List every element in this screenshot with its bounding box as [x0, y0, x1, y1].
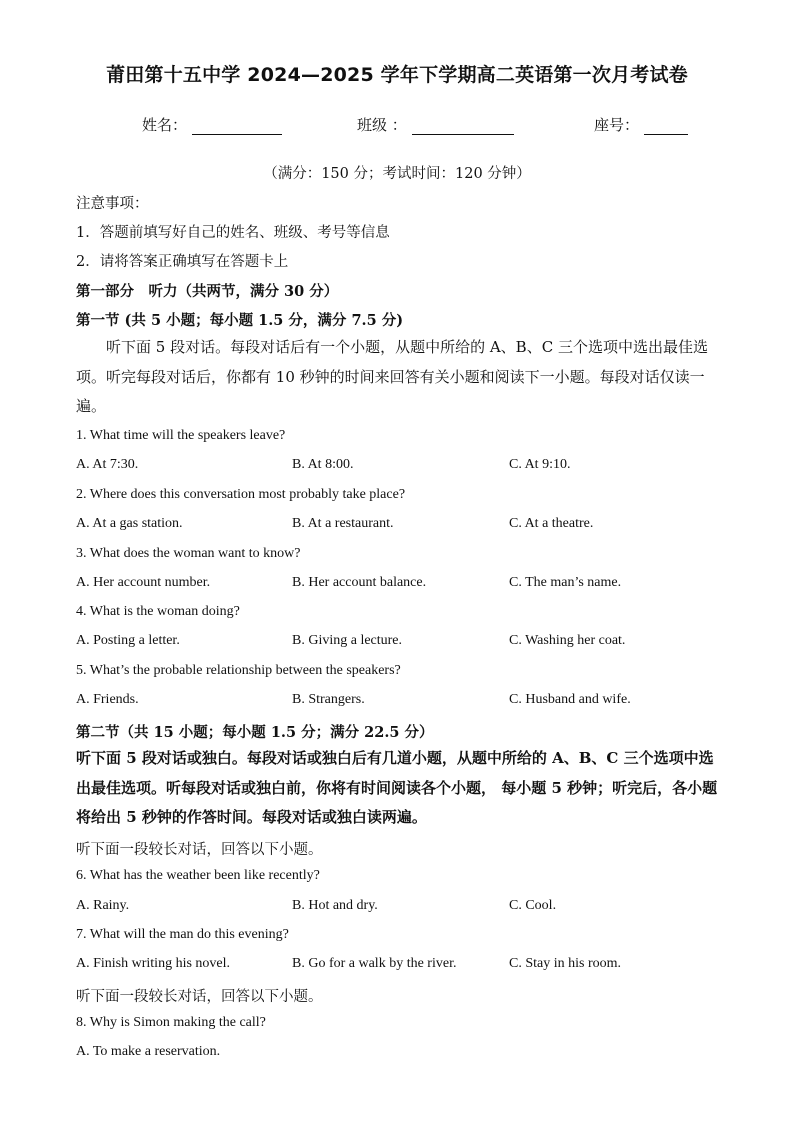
section1-intro: 听下面 5 段对话。每段对话后有一个小题，从题中所给的 A、B、C 三个选项中选出最佳选项。听完每段对话后，你都有 10 秒钟的时间来回答有关小题和阅读下一小题。每段对话仅读一遍。 — [76, 338, 708, 415]
option-c: C. Cool. — [509, 898, 557, 913]
option-c: C. The man’s name. — [509, 575, 622, 590]
seat-field — [594, 114, 688, 135]
class-field — [357, 114, 514, 135]
class-label: 班级 ： — [357, 116, 407, 134]
option-a: A. Rainy. — [76, 898, 130, 913]
option-b: B. At a restaurant. — [292, 516, 394, 531]
part1-heading: 第一部分 听力（共两节，满分 30 分） — [76, 283, 339, 300]
option-a: A. At 7:30. — [76, 457, 139, 472]
seat-blank[interactable] — [644, 118, 688, 135]
note-item: 2．请将答案正确填写在答题卡上 — [76, 254, 289, 270]
name-blank[interactable] — [192, 118, 282, 135]
note-item: 1．答题前填写好自己的姓名、班级、考号等信息 — [76, 225, 390, 241]
option-a: A. Friends. — [76, 692, 139, 707]
section2-intro: 听下面 5 段对话或独白。每段对话或独白后有几道小题，从题中所给的 A、B、C 三个选项中选出最佳选项。听每段对话或独白前，你将有时间阅读各个小题， 每小题 5 秒钟；听完后，各小题将给出 5 秒钟的作答时间。每段对话或独白读两遍。 — [76, 749, 718, 826]
question-6: 6. What has the weather been like recently? — [76, 868, 320, 883]
question-7: 7. What will the man do this evening? — [76, 927, 289, 942]
exam-info: （满分：150 分；考试时间：120 分钟） — [263, 166, 531, 182]
option-b: B. Giving a lecture. — [292, 633, 403, 648]
notes-heading: 注意事项： — [76, 196, 149, 212]
question-3: 3. What does the woman want to know? — [76, 546, 301, 561]
class-blank[interactable] — [412, 118, 514, 135]
question-4: 4. What is the woman doing? — [76, 604, 240, 619]
question-8: 8. Why is Simon making the call? — [76, 1015, 266, 1030]
option-c: C. At 9:10. — [509, 457, 571, 472]
question-1: 1. What time will the speakers leave? — [76, 428, 286, 443]
option-c: C. Washing her coat. — [509, 633, 626, 648]
option-c: C. At a theatre. — [509, 516, 594, 531]
option-b: B. At 8:00. — [292, 457, 354, 472]
option-a: A. Her account number. — [76, 575, 211, 590]
option-b: B. Her account balance. — [292, 575, 427, 590]
option-c: C. Stay in his room. — [509, 956, 622, 971]
question-5: 5. What’s the probable relationship between the speakers? — [76, 663, 401, 678]
seat-label: 座号： — [594, 116, 640, 134]
name-field — [142, 114, 282, 135]
exam-title: 莆田第十五中学 2024—2025 学年下学期高二英语第一次月考试卷 — [106, 64, 688, 86]
section2-heading: 第二节（共 15 小题；每小题 1.5 分；满分 22.5 分） — [76, 724, 434, 741]
question-2: 2. Where does this conversation most probably take place? — [76, 487, 406, 502]
option-a: A. Posting a letter. — [76, 633, 180, 648]
name-label: 姓名： — [142, 116, 188, 134]
option-b: B. Hot and dry. — [292, 898, 378, 913]
option-c: C. Husband and wife. — [509, 692, 631, 707]
listen-prompt: 听下面一段较长对话，回答以下小题。 — [76, 842, 323, 858]
option-a: A. To make a reservation. — [76, 1044, 221, 1059]
listen-prompt: 听下面一段较长对话，回答以下小题。 — [76, 989, 323, 1005]
option-b: B. Go for a walk by the river. — [292, 956, 457, 971]
option-a: A. Finish writing his novel. — [76, 956, 231, 971]
option-a: A. At a gas station. — [76, 516, 183, 531]
section1-heading: 第一节 (共 5 小题；每小题 1.5 分，满分 7.5 分) — [76, 312, 404, 329]
option-b: B. Strangers. — [292, 692, 365, 707]
